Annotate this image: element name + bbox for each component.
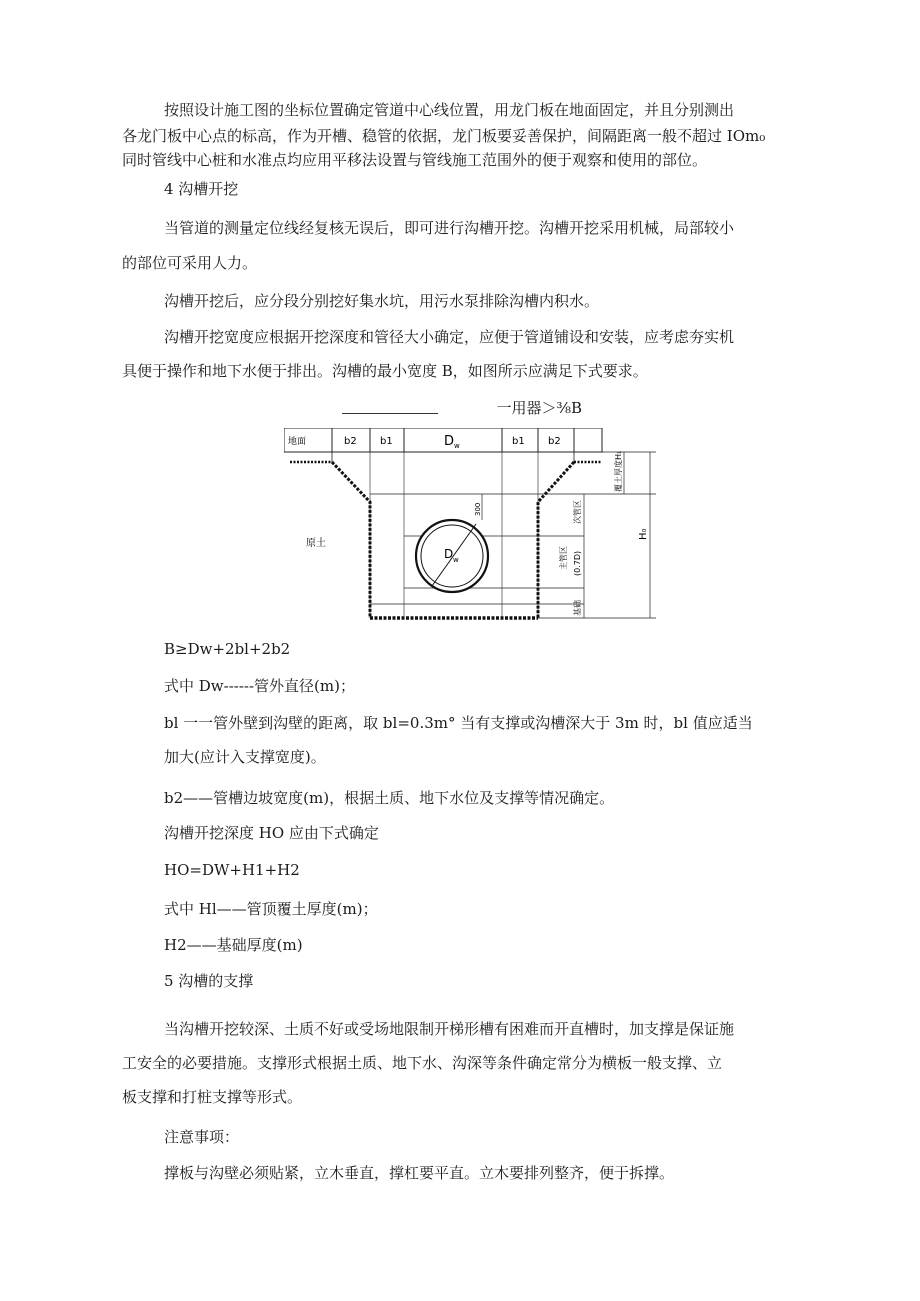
label-original-soil: 原土 — [306, 538, 326, 549]
notes-body: 撑板与沟壁必须贴紧，立木垂直，撑杠要平直。立木要排列整齐，便于拆撑。 — [164, 1164, 675, 1182]
formula-h2-def: H2——基础厚度(m) — [164, 936, 303, 954]
formula-depth: HO=DW+H1+H2 — [164, 861, 300, 879]
paragraph-2-line-2: 的部位可采用人力。 — [122, 254, 258, 272]
paragraph-4-line-2: 具便于操作和地下水便于排出。沟槽的最小宽度 B，如图所示应满足下式要求。 — [122, 362, 648, 380]
paragraph-5-line-2: 工安全的必要措施。支撑形式根据土质、地下水、沟深等条件确定常分为横板一般支撑、立 — [122, 1054, 723, 1072]
paragraph-5-line-1: 当沟槽开挖较深、土质不好或受场地限制开梯形槽有困难而开直槽时，加支撑是保证施 — [164, 1020, 735, 1038]
label-base: 基础 — [573, 600, 582, 616]
trench-section-diagram — [284, 428, 664, 628]
label-h0: H₀ — [638, 528, 649, 540]
label-dw-pipe-sub: w — [453, 556, 459, 564]
right-trench-wall — [538, 462, 574, 618]
formula-b2-def: b2——管槽边坡宽度(m)，根据土质、地下水位及支撑等情况确定。 — [164, 789, 615, 807]
label-main-zone: 主管区 — [559, 546, 568, 570]
left-trench-wall — [332, 462, 370, 618]
label-main-zone-07: (0.7D) — [573, 550, 582, 576]
formula-b1-def-line-1: bl 一一管外壁到沟壁的距离，取 bl=0.3m° 当有支撑或沟槽深大于 3m 时，bl 值应适当 — [164, 714, 753, 732]
paragraph-4-line-1: 沟槽开挖宽度应根据开挖深度和管径大小确定，应便于管道铺设和安装，应考虑夯实机 — [164, 328, 735, 346]
paragraph-1-line-3: 同时管线中心桩和水准点均应用平移法设置与管线施工范围外的便于观察和使用的部位。 — [122, 151, 708, 169]
notes-title: 注意事项： — [164, 1128, 240, 1146]
section-heading-4: 4 沟槽开挖 — [164, 180, 239, 198]
label-b1-right: b1 — [512, 436, 525, 447]
label-b2-right: b2 — [548, 436, 561, 447]
label-cover-thickness: 覆土厚度H₁ — [614, 450, 623, 492]
depth-intro: 沟槽开挖深度 HO 应由下式确定 — [164, 824, 379, 842]
paragraph-1-line-2: 各龙门板中心点的标高，作为开槽、稳管的依据，龙门板要妥善保护，间隔距离一般不超过 IOm₀ — [122, 127, 766, 145]
label-ground: 地面 — [288, 437, 307, 447]
paragraph-2-line-1: 当管道的测量定位线经复核无误后，即可进行沟槽开挖。沟槽开挖采用机械，局部较小 — [164, 219, 735, 237]
label-secondary-zone: 次管区 — [573, 500, 582, 524]
formula-caption: 一用器＞⅜B — [496, 399, 582, 417]
formula-width: B≥Dw+2bl+2b2 — [164, 640, 291, 658]
label-dw-pipe: D — [444, 547, 454, 561]
label-dw-top: D — [444, 434, 455, 449]
formula-dw-def: 式中 Dw------管外直径(m)； — [164, 677, 355, 695]
paragraph-3: 沟槽开挖后，应分段分别挖好集水坑，用污水泵排除沟槽内积水。 — [164, 292, 600, 310]
paragraph-5-line-3: 板支撑和打桩支撑等形式。 — [122, 1088, 303, 1106]
formula-b1-def-line-2: 加大(应计入支撑宽度)。 — [164, 748, 326, 766]
formula-h1-def: 式中 Hl——管顶覆土厚度(m)； — [164, 900, 378, 918]
label-dw-top-sub: w — [454, 442, 460, 450]
label-b2-left: b2 — [344, 436, 357, 447]
label-300: 300 — [474, 502, 482, 516]
section-heading-5: 5 沟槽的支撑 — [164, 972, 254, 990]
trench-section-svg — [284, 428, 664, 628]
paragraph-1-line-1: 按照设计施工图的坐标位置确定管道中心线位置，用龙门板在地面固定，并且分别测出 — [164, 101, 735, 119]
label-b1-left: b1 — [380, 436, 393, 447]
